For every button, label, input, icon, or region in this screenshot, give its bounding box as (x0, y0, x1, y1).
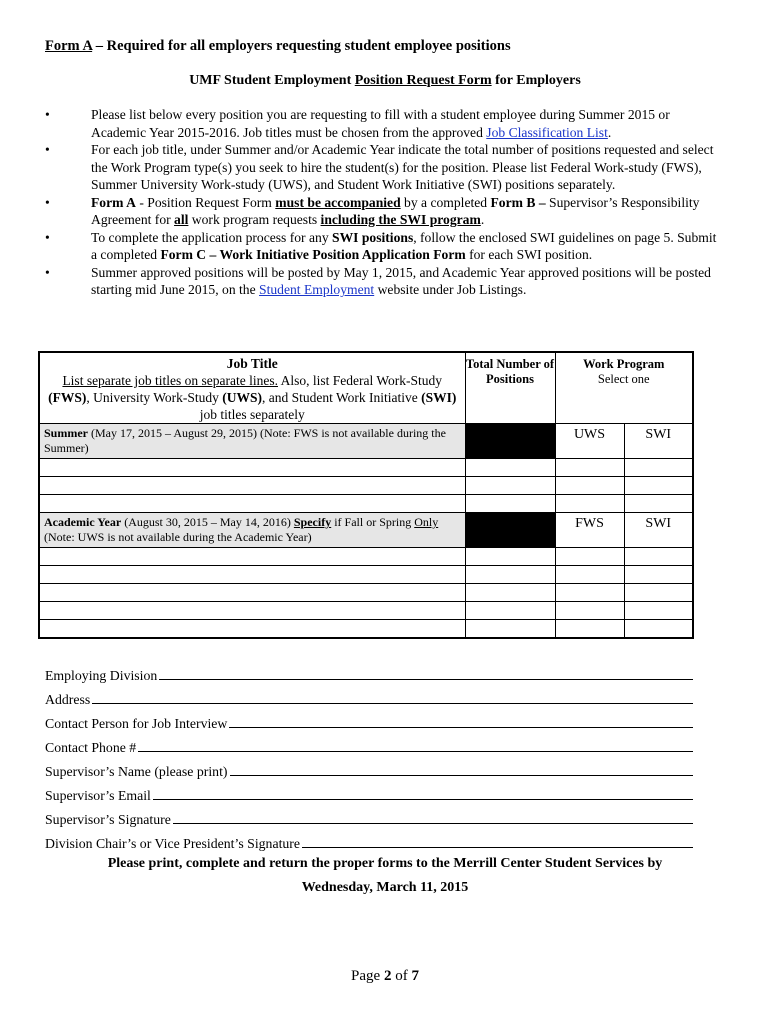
summer-section-label: Summer (May 17, 2015 – August 29, 2015) (Note: FWS is not available during the Summer) (39, 424, 465, 459)
summer-uws-option[interactable]: UWS (555, 424, 624, 459)
supervisor-signature-line[interactable] (173, 823, 693, 824)
job-title-cell[interactable] (39, 459, 465, 477)
program-cell[interactable] (624, 459, 693, 477)
employer-fields (45, 660, 693, 852)
program-cell[interactable] (555, 495, 624, 513)
program-cell[interactable] (624, 495, 693, 513)
positions-cell[interactable] (465, 584, 555, 602)
total-positions-header: Total Number of Positions (465, 352, 555, 424)
instruction-item: • Summer approved positions will be posted by May 1, 2015, and Academic Year approved positions will be posted starting mid June 2015, on the Student Employment website under Job Listings. (45, 264, 725, 299)
supervisor-signature-field[interactable]: Supervisor’s Signature (45, 804, 693, 828)
academic-swi-option[interactable]: SWI (624, 513, 693, 548)
academic-row (39, 566, 693, 584)
positions-cell[interactable] (465, 495, 555, 513)
program-cell[interactable] (555, 602, 624, 620)
academic-row (39, 602, 693, 620)
program-cell[interactable] (624, 584, 693, 602)
academic-section-label: Academic Year (August 30, 2015 – May 14, 2016) Specify if Fall or Spring Only (Note: UWS is not available during the Academic Year) (39, 513, 465, 548)
form-title-part3: for Employers (491, 73, 581, 88)
academic-row (39, 620, 693, 639)
program-cell[interactable] (555, 584, 624, 602)
academic-blacked-cell (465, 513, 555, 548)
position-request-table (38, 351, 694, 639)
program-cell[interactable] (555, 477, 624, 495)
form-heading (45, 38, 511, 55)
summer-row (39, 459, 693, 477)
program-cell[interactable] (624, 566, 693, 584)
student-employment-link[interactable]: Student Employment (259, 282, 375, 297)
positions-cell[interactable] (465, 566, 555, 584)
instruction-item: • Form A - Position Request Form must be accompanied by a completed Form B – Supervisor’s Responsibility Agreement for all work program requests including the SWI program. (45, 194, 725, 229)
job-title-cell[interactable] (39, 620, 465, 639)
supervisor-name-field[interactable]: Supervisor’s Name (please print) (45, 756, 693, 780)
form-a-label: Form A (45, 38, 93, 54)
contact-person-line[interactable] (229, 727, 693, 728)
chair-signature-field[interactable]: Division Chair’s or Vice President’s Signature (45, 828, 693, 852)
program-cell[interactable] (555, 548, 624, 566)
address-field[interactable]: Address (45, 684, 693, 708)
summer-blacked-cell (465, 424, 555, 459)
positions-cell[interactable] (465, 459, 555, 477)
summer-row (39, 495, 693, 513)
job-title-cell[interactable] (39, 477, 465, 495)
job-classification-link[interactable]: Job Classification List (486, 124, 608, 140)
positions-cell[interactable] (465, 477, 555, 495)
academic-row (39, 548, 693, 566)
positions-cell[interactable] (465, 602, 555, 620)
job-title-cell[interactable] (39, 602, 465, 620)
program-cell[interactable] (624, 620, 693, 639)
return-instructions-line1: Please print, complete and return the proper forms to the Merrill Center Student Services by (107, 856, 663, 871)
program-cell[interactable] (555, 566, 624, 584)
instruction-item: • For each job title, under Summer and/or Academic Year indicate the total number of positions requested and select the Work Program type(s) you seek to hire the student(s) for the position. Please list Federal Work-study (FWS), Summer University Work-study (UWS), and Student Work Initiative (SWI) positions separately. (45, 141, 725, 194)
contact-phone-field[interactable]: Contact Phone # (45, 732, 693, 756)
academic-row (39, 584, 693, 602)
contact-person-field[interactable]: Contact Person for Job Interview (45, 708, 693, 732)
form-title-part2: Position Request Form (354, 73, 492, 88)
deadline-date: Wednesday, March 11, 2015 (301, 880, 469, 895)
return-instructions (0, 852, 770, 900)
job-title-cell[interactable] (39, 548, 465, 566)
heading-text: – Required for all employers requesting student employee positions (92, 38, 511, 54)
job-title-cell[interactable] (39, 584, 465, 602)
form-title (0, 73, 770, 89)
address-line[interactable] (92, 703, 693, 704)
contact-phone-line[interactable] (138, 751, 693, 752)
program-cell[interactable] (555, 459, 624, 477)
job-title-header: Job Title List separate job titles on separate lines. Also, list Federal Work-Study (FWS), University Work-Study (UWS), and Student Work Initiative (SWI) job titles separately (39, 352, 465, 424)
program-cell[interactable] (555, 620, 624, 639)
employing-division-line[interactable] (159, 679, 693, 680)
instructions-list (45, 106, 725, 299)
supervisor-name-line[interactable] (230, 775, 693, 776)
work-program-header: Work Program Select one (555, 352, 693, 424)
page-number: Page 2 of 7 (351, 968, 419, 984)
program-cell[interactable] (624, 477, 693, 495)
summer-swi-option[interactable]: SWI (624, 424, 693, 459)
academic-fws-option[interactable]: FWS (555, 513, 624, 548)
program-cell[interactable] (624, 548, 693, 566)
job-title-cell[interactable] (39, 566, 465, 584)
instruction-item: • Please list below every position you are requesting to fill with a student employee during Summer 2015 or Academic Year 2015-2016. Job titles must be chosen from the approved Job Classification List. (45, 106, 725, 141)
instruction-item: • To complete the application process for any SWI positions, follow the enclosed SWI guidelines on page 5. Submit a completed Form C – Work Initiative Position Application Form for each SWI position. (45, 229, 725, 264)
form-title-part1: UMF Student Employment (189, 73, 355, 88)
program-cell[interactable] (624, 602, 693, 620)
positions-cell[interactable] (465, 548, 555, 566)
supervisor-email-field[interactable]: Supervisor’s Email (45, 780, 693, 804)
employing-division-field[interactable]: Employing Division (45, 660, 693, 684)
summer-row (39, 477, 693, 495)
chair-signature-line[interactable] (302, 847, 693, 848)
positions-cell[interactable] (465, 620, 555, 639)
job-title-cell[interactable] (39, 495, 465, 513)
supervisor-email-line[interactable] (153, 799, 693, 800)
